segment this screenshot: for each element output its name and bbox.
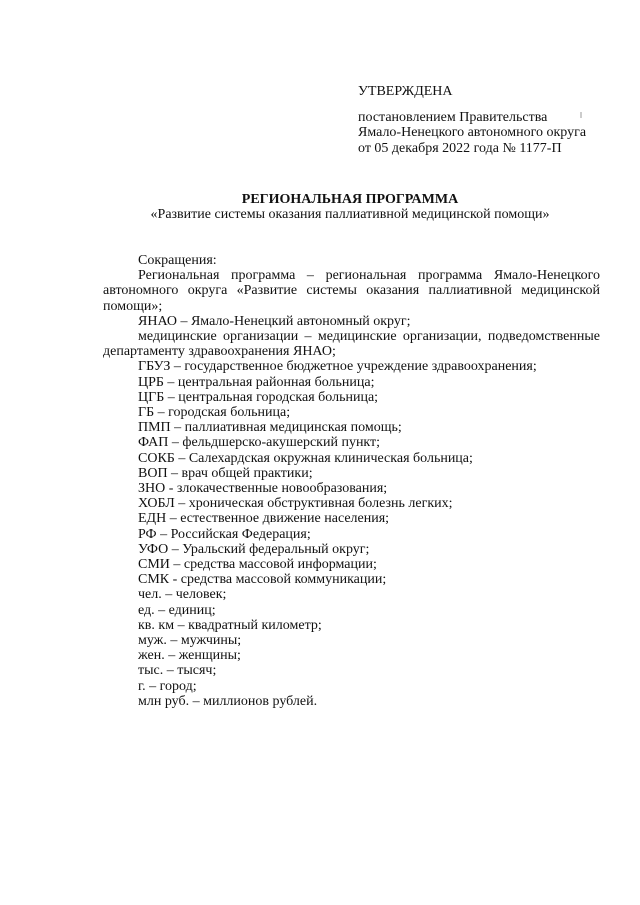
approval-line: Ямало-Ненецкого автономного округа <box>358 125 587 141</box>
list-item: РФ – Российская Федерация; <box>138 526 311 542</box>
list-item: ЦГБ – центральная городская больница; <box>138 389 379 405</box>
list-item: ЕДН – естественное движение населения; <box>138 511 390 527</box>
list-item: медицинские организации – медицинские организации, подведомственные департаменту здравоохранения ЯНАО; <box>103 329 600 360</box>
list-item: млн руб. – миллионов рублей. <box>138 693 318 709</box>
list-item: ЦРБ – центральная районная больница; <box>138 374 375 390</box>
program-title: РЕГИОНАЛЬНАЯ ПРОГРАММА <box>241 192 459 207</box>
list-item: тыс. – тысяч; <box>138 663 217 679</box>
list-item: жен. – женщины; <box>138 648 241 664</box>
list-item: чел. – человек; <box>138 587 227 603</box>
abbreviations-heading: Сокращения: <box>138 253 217 268</box>
list-item: СМИ – средства массовой информации; <box>138 557 377 573</box>
approval-block <box>358 84 586 156</box>
program-title-block <box>100 192 600 222</box>
list-item: ВОП – врач общей практики; <box>138 465 313 481</box>
list-item: ФАП – фельдшерско-акушерский пункт; <box>138 435 381 451</box>
list-item: муж. – мужчины; <box>138 633 242 649</box>
list-item: СОКБ – Салехардская окружная клиническая больница; <box>138 450 473 466</box>
list-item: кв. км – квадратный километр; <box>138 617 322 633</box>
list-item: ГБ – городская больница; <box>138 405 291 421</box>
list-item: ПМП – паллиативная медицинская помощь; <box>138 420 402 436</box>
list-item: г. – город; <box>138 678 197 694</box>
program-subtitle: «Развитие системы оказания паллиативной медицинской помощи» <box>150 207 550 223</box>
list-item: СМК - средства массовой коммуникации; <box>138 572 387 588</box>
approval-stamp: УТВЕРЖДЕНА <box>358 84 453 99</box>
approval-line: постановлением Правительства <box>358 110 548 126</box>
list-item: ХОБЛ – хроническая обструктивная болезнь легких; <box>138 496 453 512</box>
list-item: ЯНАО – Ямало-Ненецкий автономный округ; <box>138 313 411 329</box>
abbreviations-section <box>103 253 600 709</box>
abbreviations-list <box>103 268 600 709</box>
list-item: ГБУЗ – государственное бюджетное учреждение здравоохранения; <box>138 359 537 375</box>
list-item: УФО – Уральский федеральный округ; <box>138 541 370 557</box>
list-item: Региональная программа – региональная программа Ямало-Ненецкого автономного округа «Развитие системы оказания паллиативной медицинской помощи»; <box>103 268 600 314</box>
approval-line: от 05 декабря 2022 года № 1177-П <box>358 140 562 156</box>
list-item: ЗНО - злокачественные новообразования; <box>138 481 388 497</box>
list-item: ед. – единиц; <box>138 602 216 618</box>
